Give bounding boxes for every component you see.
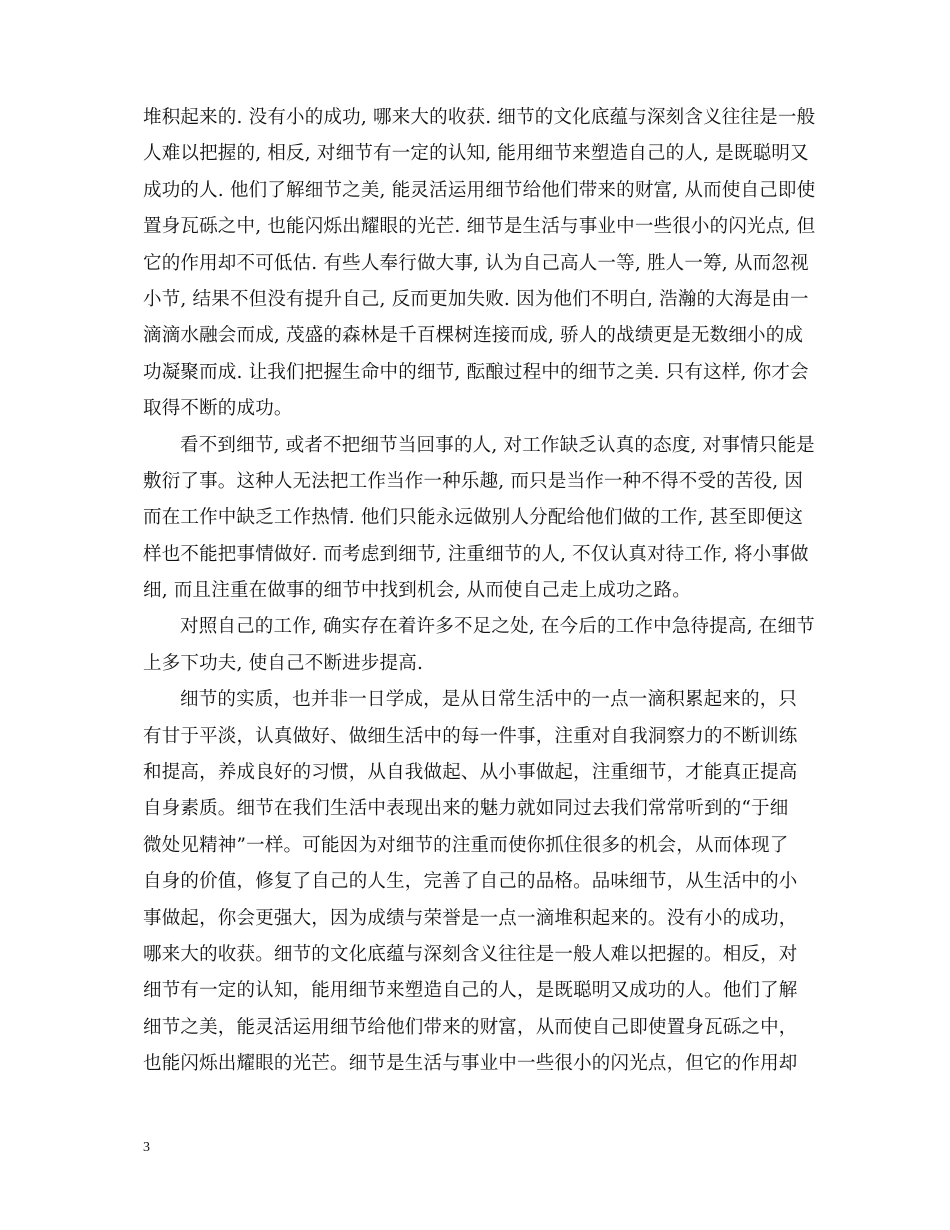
- text-line: 而在工作中缺乏工作热情. 他们只能永远做别人分配给他们做的工作, 甚至即便这: [143, 507, 804, 529]
- text-line: 细节的实质，也并非一日学成，是从日常生活中的一点一滴积累起来的，只: [180, 689, 798, 711]
- text-line: 对照自己的工作, 确实存在着许多不足之处, 在今后的工作中急待提高, 在细节: [180, 616, 815, 638]
- page-number: 3: [143, 1140, 150, 1155]
- text-line: 也能闪烁出耀眼的光芒。细节是生活与事业中一些很小的闪光点，但它的作用却: [143, 1053, 798, 1075]
- text-line: 样也不能把事情做好. 而考虑到细节, 注重细节的人, 不仅认真对待工作, 将小事做: [143, 543, 809, 565]
- text-line: 堆积起来的. 没有小的成功, 哪来大的收获. 细节的文化底蕴与深刻含义往往是一般: [143, 107, 816, 128]
- text-line: 置身瓦砾之中, 也能闪烁出耀眼的光芒. 细节是生活与事业中一些很小的闪光点, 但: [143, 216, 816, 238]
- text-line: 细, 而且注重在做事的细节中找到机会, 从而使自己走上成功之路。: [143, 580, 691, 602]
- text-line: 有甘于平淡，认真做好、做细生活中的每一件事，注重对自我洞察力的不断训练: [143, 725, 798, 747]
- document-body: [143, 100, 816, 1083]
- text-line: 和提高，养成良好的习惯，从自我做起、从小事做起，注重细节，才能真正提高: [143, 762, 798, 784]
- text-line: 成功的人. 他们了解细节之美, 能灵活运用细节给他们带来的财富, 从而使自己即使: [143, 179, 816, 201]
- text-line: 小节, 结果不但没有提升自己, 反而更加失败. 因为他们不明白, 浩瀚的大海是由一: [143, 288, 809, 310]
- text-line: 细节有一定的认知，能用细节来塑造自己的人，是既聪明又成功的人。他们了解: [143, 980, 798, 1002]
- text-line: 功凝聚而成. 让我们把握生命中的细节, 酝酿过程中的细节之美. 只有这样, 你才会: [143, 361, 809, 383]
- text-line: 人难以把握的, 相反, 对细节有一定的认知, 能用细节来塑造自己的人, 是既聪明又: [143, 143, 809, 165]
- text-line: 自身的价值，修复了自己的人生，完善了自己的品格。品味细节，从生活中的小: [143, 871, 798, 893]
- text-line: 事做起，你会更强大，因为成绩与荣誉是一点一滴堆积起来的。没有小的成功，: [143, 907, 798, 929]
- text-line: 它的作用却不可低估. 有些人奉行做大事, 认为自己高人一等, 胜人一筹, 从而忽视: [143, 252, 809, 274]
- text-line: 上多下功夫, 使自己不断进步提高.: [143, 652, 424, 674]
- text-line: 细节之美，能灵活运用细节给他们带来的财富，从而使自己即使置身瓦砾之中，: [143, 1016, 798, 1038]
- text-line: 看不到细节, 或者不把细节当回事的人, 对工作缺乏认真的态度, 对事情只能是: [180, 434, 815, 456]
- text-line: 微处见精神”一样。可能因为对细节的注重而使你抓住很多的机会，从而体现了: [143, 834, 789, 856]
- text-line: 哪来大的收获。细节的文化底蕴与深刻含义往往是一般人难以把握的。相反，对: [143, 943, 798, 965]
- text-line: 自身素质。细节在我们生活中表现出来的魅力就如同过去我们常常听到的“于细: [143, 798, 789, 820]
- text-line: 敷衍了事。这种人无法把工作当作一种乐趣, 而只是当作一种不得不受的苦役, 因: [143, 470, 804, 492]
- text-line: 滴滴水融会而成, 茂盛的森林是千百棵树连接而成, 骄人的战绩更是无数细小的成: [143, 325, 804, 347]
- text-line: 取得不断的成功。: [143, 398, 293, 420]
